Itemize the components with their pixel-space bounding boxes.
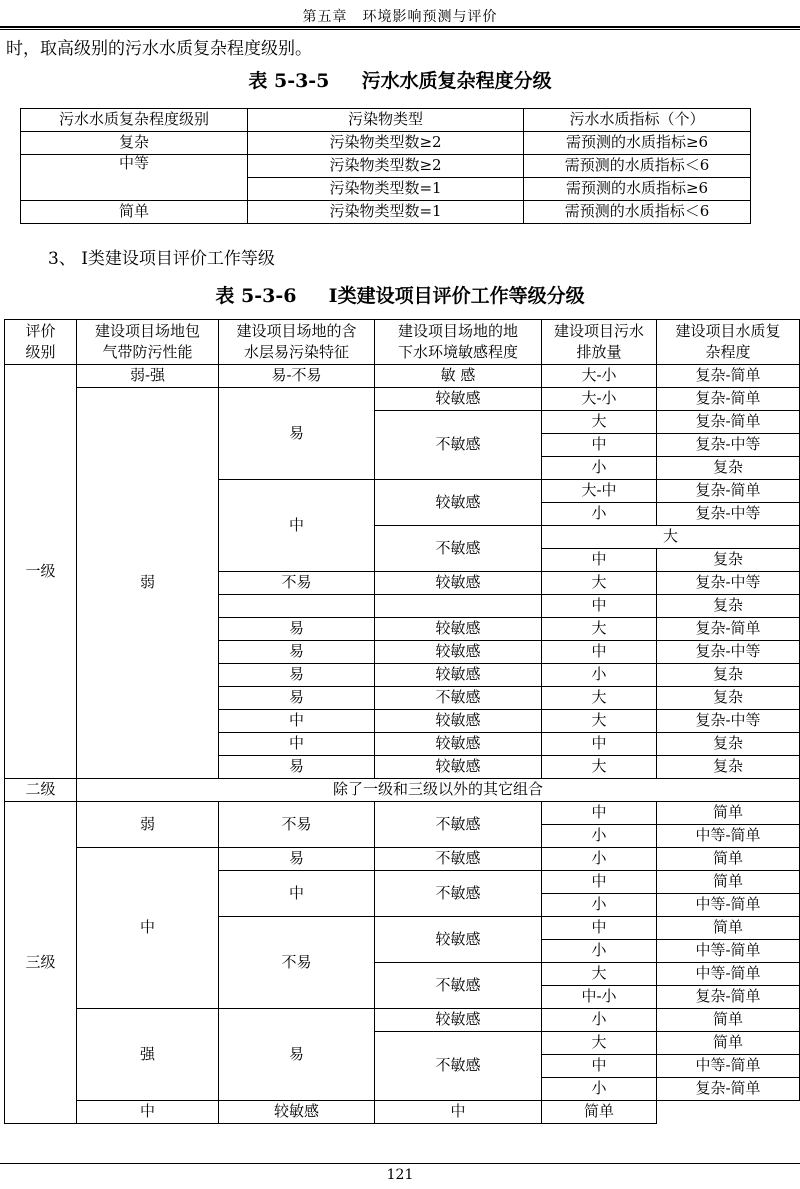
cell: 中 <box>542 641 657 664</box>
cell: 复杂-简单 <box>657 365 800 388</box>
cell: 中 <box>77 1101 219 1124</box>
cell: 较敏感 <box>375 664 542 687</box>
cell: 复杂 <box>657 687 800 710</box>
cell <box>375 595 542 618</box>
cell: 中等-简单 <box>657 825 800 848</box>
cell: 复杂 <box>657 549 800 572</box>
cell: 简单 <box>542 1101 657 1124</box>
cell: 除了一级和三级以外的其它组合 <box>77 779 800 802</box>
cell: 小 <box>542 503 657 526</box>
cell: 中 <box>375 1101 542 1124</box>
cell: 中 <box>219 871 375 917</box>
cell: 敏 感 <box>375 365 542 388</box>
table-2-title: 表 5-3-6 Ⅰ类建设项目评价工作等级分级 <box>215 285 585 307</box>
cell: 易 <box>219 848 375 871</box>
cell: 易-不易 <box>219 365 375 388</box>
header-cell: 建设项目污水 排放量 <box>542 320 657 365</box>
cell: 较敏感 <box>375 917 542 963</box>
cell: 弱-强 <box>77 365 219 388</box>
cell: 大 <box>542 963 657 986</box>
cell: 大 <box>542 1032 657 1055</box>
cell: 不敏感 <box>375 848 542 871</box>
indicator-cell: 需预测的水质指标≥6 <box>524 132 751 155</box>
cell: 大 <box>542 526 800 549</box>
cell: 小 <box>542 848 657 871</box>
header-cell: 建设项目场地的地 下水环境敏感程度 <box>375 320 542 365</box>
type-cell: 污染物类型数=1 <box>248 201 524 224</box>
cell: 较敏感 <box>375 618 542 641</box>
cell: 大 <box>542 687 657 710</box>
cell: 大 <box>542 618 657 641</box>
cell: 中 <box>542 1055 657 1078</box>
cell: 中 <box>219 480 375 572</box>
type-cell: 污染物类型数≥2 <box>248 155 524 178</box>
header-cell: 污水水质指标（个） <box>524 109 751 132</box>
cell: 小 <box>542 894 657 917</box>
cell: 复杂-简单 <box>657 618 800 641</box>
table-row <box>5 388 800 411</box>
table-row <box>5 779 800 802</box>
cell: 不敏感 <box>375 802 542 848</box>
cell: 弱 <box>77 802 219 848</box>
page-number: 121 <box>386 1167 414 1183</box>
cell: 复杂 <box>657 595 800 618</box>
cell: 易 <box>219 618 375 641</box>
cell: 不易 <box>219 802 375 848</box>
cell: 中 <box>542 434 657 457</box>
level-cell: 复杂 <box>21 132 248 155</box>
cell: 易 <box>219 687 375 710</box>
cell: 复杂-中等 <box>657 641 800 664</box>
level-cell: 简单 <box>21 201 248 224</box>
cell: 较敏感 <box>219 1101 375 1124</box>
table-row <box>21 155 751 178</box>
cell: 简单 <box>657 1032 800 1055</box>
cell: 大 <box>542 411 657 434</box>
header-cell: 评价 级别 <box>5 320 77 365</box>
cell: 复杂-简单 <box>657 986 800 1009</box>
cell: 复杂 <box>657 733 800 756</box>
cell: 复杂-中等 <box>657 710 800 733</box>
cell: 较敏感 <box>375 572 542 595</box>
cell: 易 <box>219 1009 375 1101</box>
table-header-row <box>5 320 800 365</box>
table-header-row <box>21 109 751 132</box>
cell: 中 <box>542 917 657 940</box>
cell: 不敏感 <box>375 871 542 917</box>
cell: 复杂-简单 <box>657 1078 800 1101</box>
wastewater-complexity-table <box>20 108 751 224</box>
cell: 易 <box>219 641 375 664</box>
cell: 中等-简单 <box>657 894 800 917</box>
cell: 简单 <box>657 917 800 940</box>
indicator-cell: 需预测的水质指标＜6 <box>524 155 751 178</box>
cell: 小 <box>542 825 657 848</box>
level-cell: 中等 <box>21 155 248 201</box>
header-cell: 建设项目场地的含 水层易污染特征 <box>219 320 375 365</box>
cell: 不敏感 <box>375 963 542 1009</box>
cell: 不易 <box>219 917 375 1009</box>
cell: 中 <box>542 549 657 572</box>
grade-cell: 三级 <box>5 802 77 1124</box>
cell: 中 <box>219 733 375 756</box>
cell: 中 <box>77 848 219 1009</box>
cell: 中-小 <box>542 986 657 1009</box>
cell: 较敏感 <box>375 388 542 411</box>
cell: 中等-简单 <box>657 963 800 986</box>
cell: 小 <box>542 940 657 963</box>
footer-rule <box>0 1163 800 1164</box>
cell: 大 <box>542 710 657 733</box>
table-row <box>5 1101 800 1124</box>
cell: 强 <box>77 1009 219 1101</box>
page-header: 第五章 环境影响预测与评价 <box>302 9 498 25</box>
cell: 复杂-简单 <box>657 388 800 411</box>
cell: 不敏感 <box>375 526 542 572</box>
cell: 不敏感 <box>375 1032 542 1101</box>
cell: 较敏感 <box>375 1009 542 1032</box>
cell: 易 <box>219 664 375 687</box>
cell: 复杂-中等 <box>657 434 800 457</box>
cell: 简单 <box>657 1009 800 1032</box>
cell: 不易 <box>219 572 375 595</box>
cell: 中 <box>219 710 375 733</box>
cell: 简单 <box>657 848 800 871</box>
cell: 大 <box>542 572 657 595</box>
header-cell: 污水水质复杂程度级别 <box>21 109 248 132</box>
cell: 中 <box>542 733 657 756</box>
cell: 大-小 <box>542 365 657 388</box>
cell: 简单 <box>657 802 800 825</box>
cell: 复杂 <box>657 756 800 779</box>
cell: 较敏感 <box>375 641 542 664</box>
cell: 复杂 <box>657 457 800 480</box>
cell: 较敏感 <box>375 733 542 756</box>
header-rule <box>0 26 800 28</box>
cell: 不敏感 <box>375 411 542 480</box>
cell: 中 <box>542 595 657 618</box>
table-row <box>21 132 751 155</box>
table-row <box>5 1009 800 1032</box>
type-cell: 污染物类型数=1 <box>248 178 524 201</box>
table-row <box>5 848 800 871</box>
table-1-title: 表 5-3-5 污水水质复杂程度分级 <box>248 70 552 92</box>
header-cell: 建设项目水质复 杂程度 <box>657 320 800 365</box>
intro-text: 时，取高级别的污水水质复杂程度级别。 <box>6 39 312 59</box>
header-cell: 建设项目场地包 气带防污性能 <box>77 320 219 365</box>
cell: 弱 <box>77 388 219 779</box>
table-row <box>5 365 800 388</box>
cell: 小 <box>542 1009 657 1032</box>
cell: 较敏感 <box>375 480 542 526</box>
cell: 小 <box>542 1078 657 1101</box>
cell: 复杂-中等 <box>657 572 800 595</box>
cell: 易 <box>219 388 375 480</box>
cell: 大 <box>542 756 657 779</box>
cell: 大-小 <box>542 388 657 411</box>
cell: 中等-简单 <box>657 1055 800 1078</box>
table-row <box>21 201 751 224</box>
cell: 小 <box>542 664 657 687</box>
cell: 较敏感 <box>375 710 542 733</box>
cell: 大-中 <box>542 480 657 503</box>
header-rule-thin <box>0 29 800 30</box>
cell: 易 <box>219 756 375 779</box>
grade-cell: 一级 <box>5 365 77 779</box>
indicator-cell: 需预测的水质指标≥6 <box>524 178 751 201</box>
header-cell: 污染物类型 <box>248 109 524 132</box>
table-row <box>5 802 800 825</box>
cell: 简单 <box>657 871 800 894</box>
cell: 中 <box>542 802 657 825</box>
section-heading: 3、 Ⅰ类建设项目评价工作等级 <box>48 249 275 269</box>
indicator-cell: 需预测的水质指标＜6 <box>524 201 751 224</box>
cell: 小 <box>542 457 657 480</box>
cell: 复杂-简单 <box>657 480 800 503</box>
grade-cell: 二级 <box>5 779 77 802</box>
cell: 中 <box>542 871 657 894</box>
cell: 不敏感 <box>375 687 542 710</box>
cell: 较敏感 <box>375 756 542 779</box>
type-cell: 污染物类型数≥2 <box>248 132 524 155</box>
cell: 复杂-简单 <box>657 411 800 434</box>
cell <box>219 595 375 618</box>
cell: 复杂 <box>657 664 800 687</box>
cell: 复杂-中等 <box>657 503 800 526</box>
cell: 中等-简单 <box>657 940 800 963</box>
evaluation-grade-table <box>4 319 800 1124</box>
